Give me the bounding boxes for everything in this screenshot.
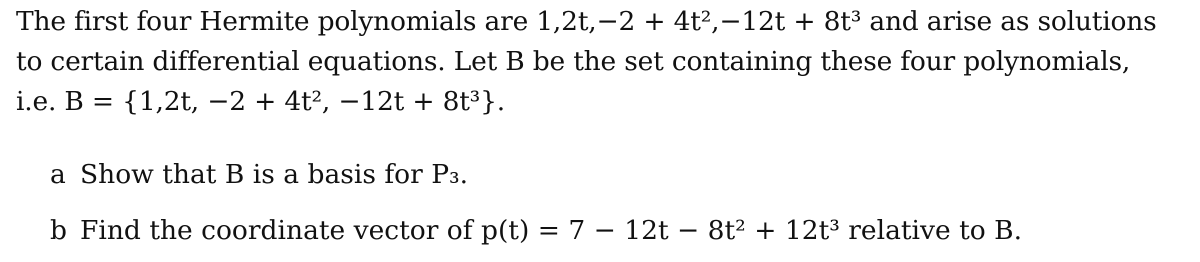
part-a — [50, 147, 1022, 203]
parts-list — [50, 147, 1022, 259]
part-b-text: Find the coordinate vector of p(t) = 7 − 12t − 8t² + 12t³ relative to B. — [80, 215, 1023, 246]
intro-line-2: to certain differential equations. Let B be the set containing these four polynomials, — [16, 46, 1131, 77]
part-b-label: b — [50, 215, 67, 246]
intro-line-3: i.e. B = {1,2t, −2 + 4t², −12t + 8t³}. — [16, 86, 505, 117]
part-a-label: a — [50, 159, 66, 190]
intro-line-1: The first four Hermite polynomials are 1,2t,−2 + 4t²,−12t + 8t³ and arise as solutions — [16, 6, 1157, 37]
part-a-text: Show that B is a basis for P₃. — [80, 159, 469, 190]
problem-statement — [16, 2, 1188, 122]
part-b — [50, 203, 1022, 259]
intro-paragraph — [16, 2, 1188, 122]
